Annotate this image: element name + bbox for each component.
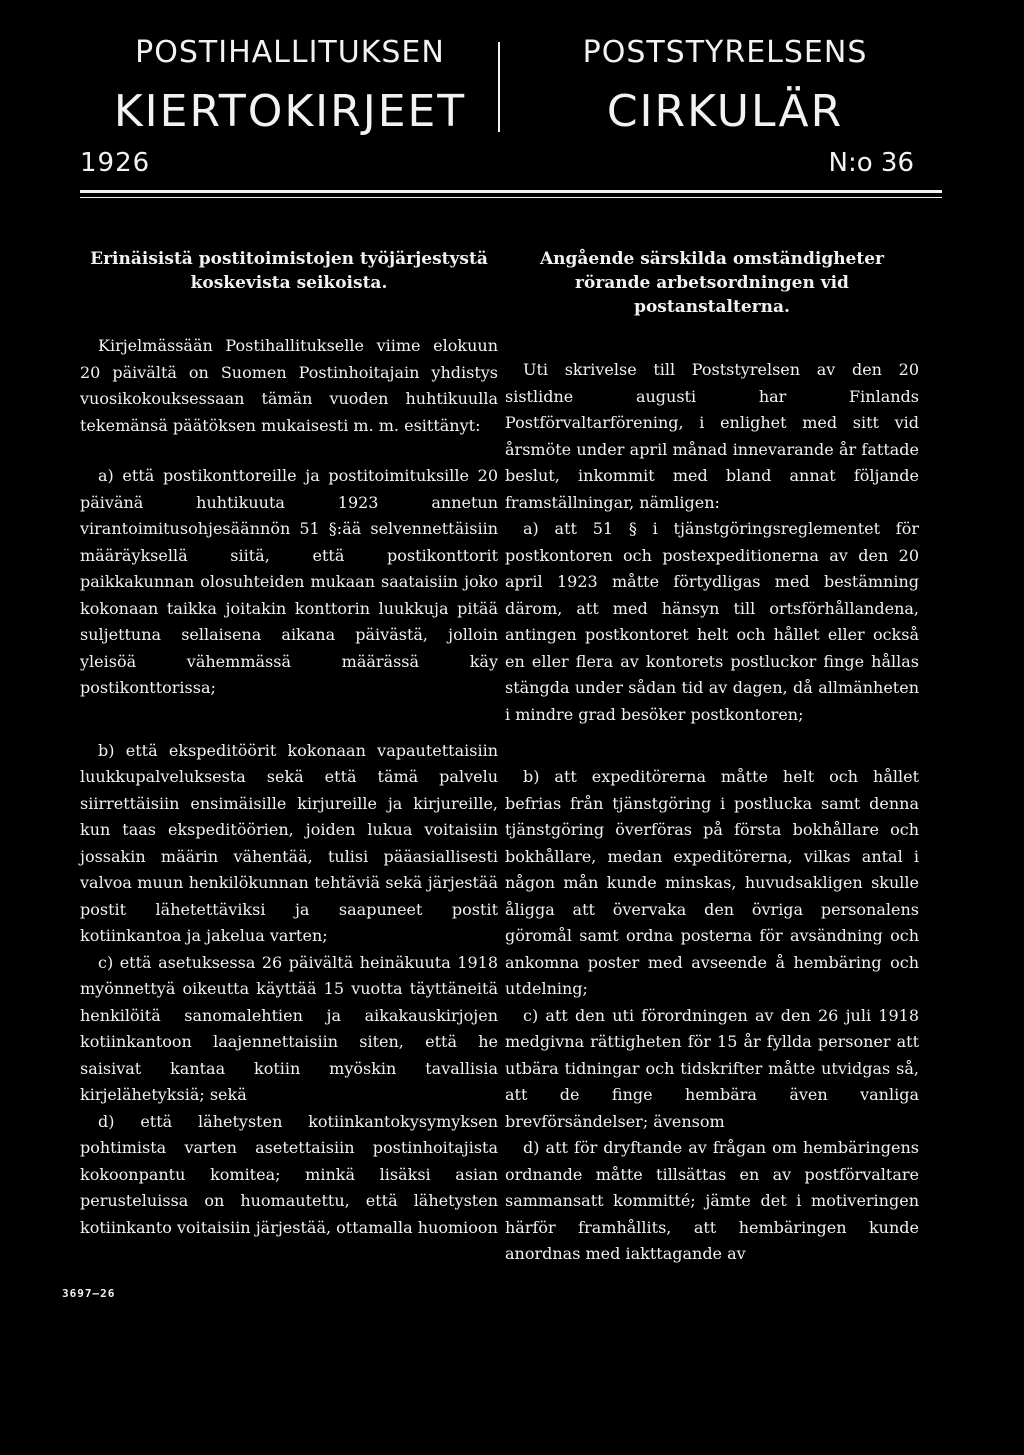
masthead-swedish [520, 36, 930, 140]
print-code: 3697—26 [62, 1287, 116, 1300]
masthead-divider [498, 42, 500, 132]
masthead-swedish-authority: POSTSTYRELSENS [582, 35, 868, 70]
issue-year: 1926 [80, 148, 151, 178]
swedish-column [505, 247, 919, 1268]
swedish-item-a: a) att 51 § i tjänstgöringsreglementet för postkontoren och postexpeditionerna av den 20 april 1923 måtte förtydligas med bestämning därom, att med hänsyn till ortsförhållandena, antingen postkontoret helt och hållet eller också en eller flera av kontorets postluckor finge hållas stängda under sådan tid av dagen, då allmänheten i mindre grad besöker postkontoren; [505, 519, 919, 724]
swedish-item-c: c) att den uti förordningen av den 26 juli 1918 medgivna rättigheten för 15 år fyllda personer att utbära tidningar och tidskrifter måtte utvidgas så, att de finge hembära även vanliga brevförsändelser; ävensom [505, 1005, 919, 1131]
swedish-heading: Angående särskilda omständigheter rörande arbetsordningen vid postanstalterna. [539, 249, 885, 317]
finnish-item-b: b) että ekspeditöörit kokonaan vapautettaisiin luukkupalveluksesta sekä että tämä palvelu siirrettäisiin ensimäisille kirjureille ja kirjureille, kun taas ekspeditöörien, joiden lukua voitaisiin jossakin määrin vähentää, tulisi pääasiallisesti valvoa muun henkilökunnan tehtäviä sekä järjestää postit lähetettäviksi ja saapuneet postit kotiinkantoa ja jakelua varten; [80, 740, 498, 945]
masthead-finnish [95, 36, 485, 140]
finnish-intro: Kirjelmässään Postihallitukselle viime elokuun 20 päivältä on Suomen Postinhoitajain yhdistys vuosikokouksessaan tämän vuoden huhtikuulla tekemänsä päätöksen mukaisesti m. m. esittänyt: [80, 336, 498, 435]
issue-number: N:o 36 [828, 148, 914, 178]
finnish-item-a: a) että postikonttoreille ja postitoimituksille 20 päivänä huhtikuuta 1923 annetun virantoimitusohjesäännön 51 §:ää selvennettäisiin määräyksellä siitä, että postikonttorit paikkakunnan olosuhteiden mukaan saataisiin joko kokonaan taikka joitakin konttorin luukkuja pitää suljettuna sellaisena aikana päivästä, jolloin yleisöä vähemmässä määrässä käy postikonttorissa; [80, 466, 498, 697]
masthead-rule-thick [80, 190, 942, 193]
finnish-item-d: d) että lähetysten kotiinkantokysymyksen pohtimista varten asetettaisiin postinhoitajista kokoonpantu komitea; minkä lisäksi asian perusteluissa on huomautettu, että lähetysten kotiinkanto voitaisiin järjestää, ottamalla huomioon [80, 1111, 498, 1237]
masthead-finnish-authority: POSTIHALLITUKSEN [135, 35, 445, 70]
swedish-item-d: d) att för dryftande av frågan om hembäringens ordnande måtte tillsättas en av postförvaltare sammansatt kommitté; jämte det i motiveringen härför framhållits, att hembäringen kunde anordnas med iakttagande av [505, 1138, 919, 1263]
finnish-column [80, 247, 498, 1241]
swedish-intro: Uti skrivelse till Poststyrelsen av den 20 sistlidne augusti har Finlands Postförvaltarförening, i enlighet med sitt vid årsmöte under april månad innevarande år fattade beslut, inkommit med bland annat följande framställningar, nämligen: [505, 360, 919, 512]
finnish-item-c: c) että asetuksessa 26 päivältä heinäkuuta 1918 myönnettyä oikeutta käyttää 15 vuotta täyttäneitä henkilöitä sanomalehtien ja aikakauskirjojen kotiinkantoon laajennettaisiin siten, että he saisivat kantaa kotiin myöskin tavallisia kirjelähetyksiä; sekä [80, 952, 498, 1104]
swedish-item-b: b) att expeditörerna måtte helt och hållet befrias från tjänstgöring i postlucka samt denna tjänstgöring överföras på första bokhållare och bokhållare, medan expeditörerna, vilkas antal i någon mån kunde minskas, huvudsakligen skulle åligga att övervaka den övriga personalens göromål samt ordna posterna för avsändning och ankomna poster med avseende å hembäring och utdelning; [505, 767, 919, 998]
masthead-finnish-title: KIERTOKIRJEET [113, 86, 467, 137]
finnish-heading: Erinäisistä postitoimistojen työjärjestystä koskevista seikoista. [90, 249, 488, 293]
masthead-rule-thin [80, 197, 942, 198]
masthead-swedish-title: CIRKULÄR [606, 86, 844, 137]
